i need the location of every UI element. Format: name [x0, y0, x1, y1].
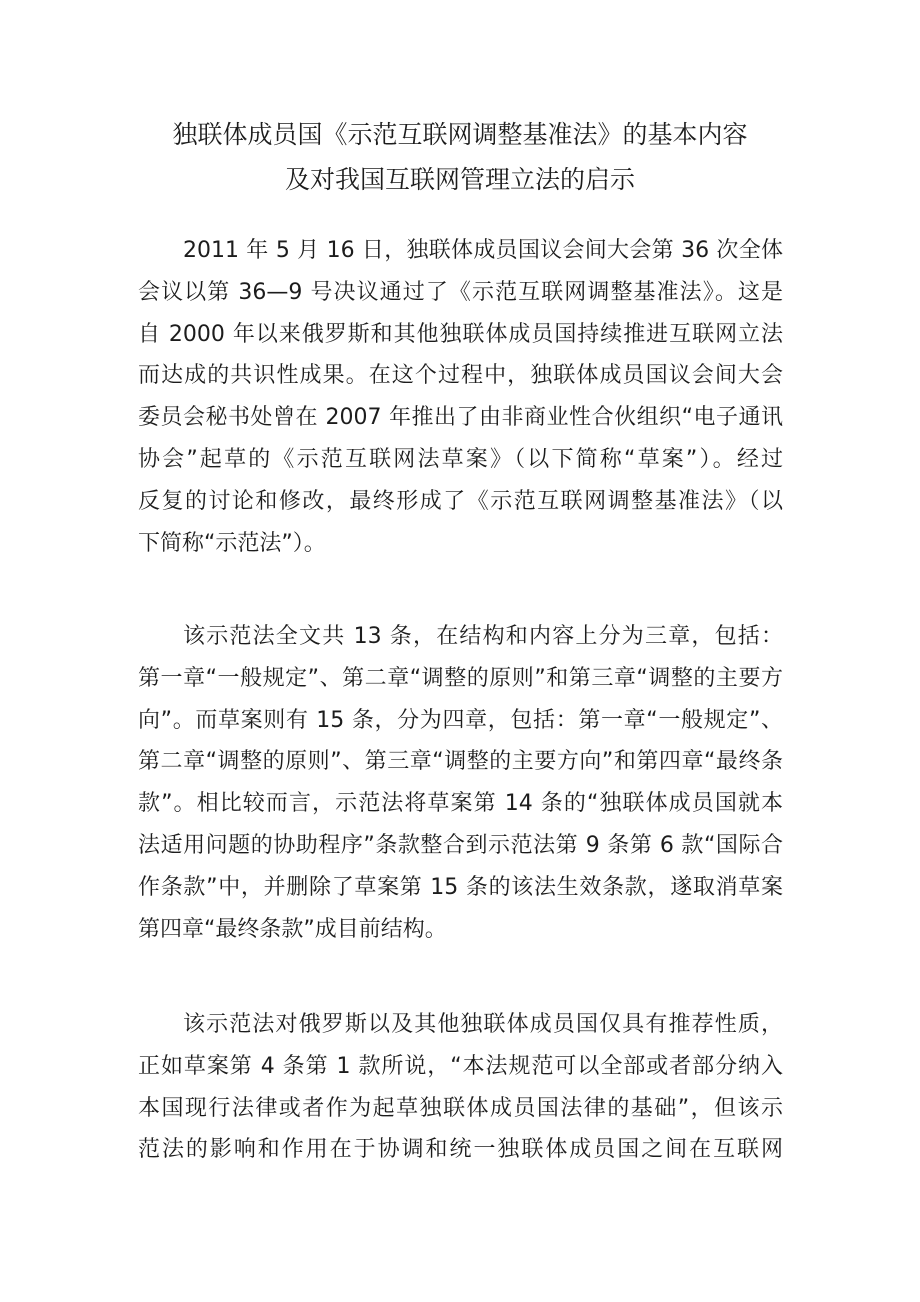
- paragraph-line: 第一章“一般规定”、第二章“调整的原则”和第三章“调整的主要方: [138, 665, 783, 691]
- paragraph-line: 自 2000 年以来俄罗斯和其他独联体成员国持续推进互联网立法: [138, 321, 783, 347]
- paragraph-line: 作条款”中，并删除了草案第 15 条的该法生效条款，遂取消草案: [138, 874, 783, 900]
- paragraph-line: 本国现行法律或者作为起草独联体成员国法律的基础”，但该示: [138, 1095, 783, 1121]
- paragraph-line: 反复的讨论和修改，最终形成了《示范互联网调整基准法》（以: [138, 488, 783, 514]
- paragraph-line: 正如草案第 4 条第 1 款所说，“本法规范可以全部或者部分纳入: [138, 1053, 783, 1079]
- paragraph-line: 该示范法对俄罗斯以及其他独联体成员国仅具有推荐性质，: [183, 1012, 783, 1037]
- paragraph-line: 2011 年 5 月 16 日，独联体成员国议会间大会第 36 次全体: [183, 238, 783, 263]
- paragraph-3: [138, 1004, 783, 1171]
- paragraph-line: 协会”起草的《示范互联网法草案》（以下简称“草案”）。经过: [138, 446, 783, 472]
- paragraph-line: 该示范法全文共 13 条，在结构和内容上分为三章，包括：: [183, 624, 783, 649]
- paragraph-line: 委员会秘书处曾在 2007 年推出了由非商业性合伙组织“电子通讯: [138, 405, 783, 431]
- document-title: [130, 112, 790, 202]
- paragraph-1: [138, 230, 783, 564]
- paragraph-2: [138, 616, 783, 950]
- paragraph-line: 下简称“示范法”）。: [138, 530, 326, 556]
- paragraph-line: 法适用问题的协助程序”条款整合到示范法第 9 条第 6 款“国际合: [138, 832, 783, 858]
- paragraph-line: 第四章“最终条款”成目前结构。: [138, 916, 447, 942]
- title-line-1: 独联体成员国《示范互联网调整基准法》的基本内容: [172, 120, 748, 149]
- paragraph-line: 而达成的共识性成果。在这个过程中，独联体成员国议会间大会: [138, 363, 783, 389]
- title-line-2: 及对我国互联网管理立法的启示: [284, 165, 635, 194]
- paragraph-line: 款”。相比较而言，示范法将草案第 14 条的“独联体成员国就本: [138, 791, 783, 817]
- paragraph-line: 第二章“调整的原则”、第三章“调整的主要方向”和第四章“最终条: [138, 749, 783, 775]
- paragraph-line: 会议以第 36—9 号决议通过了《示范互联网调整基准法》。这是: [138, 279, 783, 305]
- paragraph-line: 范法的影响和作用在于协调和统一独联体成员国之间在互联网: [138, 1137, 783, 1163]
- paragraph-line: 向”。而草案则有 15 条，分为四章，包括：第一章“一般规定”、: [138, 707, 783, 733]
